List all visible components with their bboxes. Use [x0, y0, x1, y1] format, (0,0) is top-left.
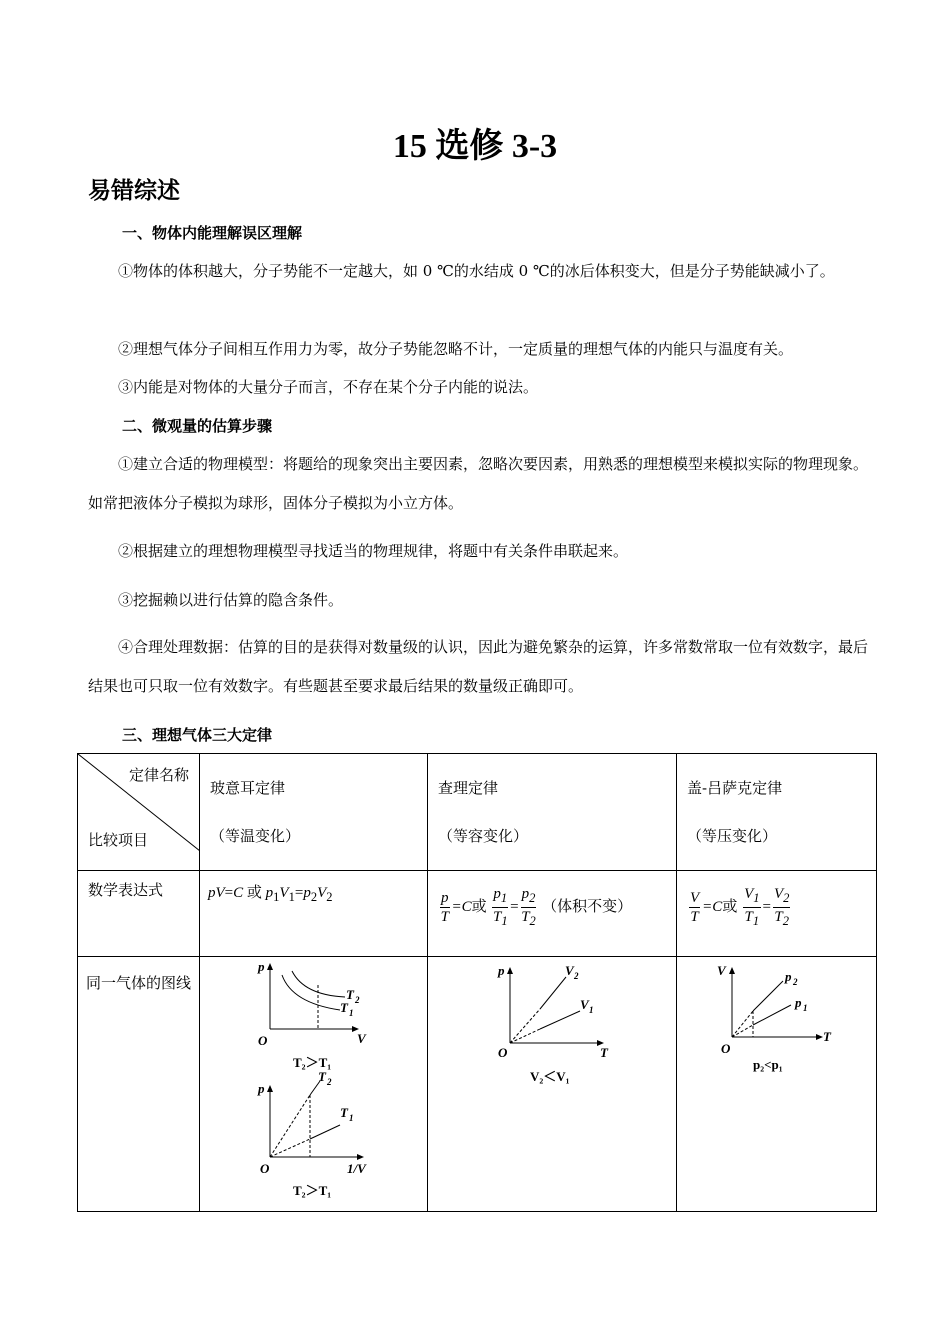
formula-boyle: pV=C 或 $p_1V_1=p_2V_2$ [200, 871, 428, 957]
boyle-graphs [200, 957, 427, 1207]
boyle-pv-graph [257, 959, 367, 1070]
svg-text:2: 2 [793, 977, 798, 987]
charles-graph [428, 957, 676, 1207]
svg-text:T: T [340, 1000, 348, 1015]
svg-text:T: T [346, 987, 354, 1002]
law-condition: （等容变化） [438, 827, 529, 845]
svg-text:2: 2 [355, 995, 360, 1005]
svg-text:V: V [565, 963, 574, 978]
heading-gas-laws: 三、理想气体三大定律 [122, 726, 273, 744]
svg-text:p: p [258, 959, 265, 974]
svg-text:T: T [318, 1069, 326, 1084]
svg-text:V₂＜V₁: V₂＜V₁ [530, 1069, 570, 1084]
svg-text:1: 1 [349, 1113, 354, 1123]
graphs-boyle [200, 957, 428, 1212]
paragraph-6: ③挖掘赖以进行估算的隐含条件。 [118, 591, 344, 609]
graphs-gay-lussac [677, 957, 877, 1212]
graphs-charles [428, 957, 677, 1212]
svg-text:1/V: 1/V [347, 1161, 366, 1176]
gas-laws-table [77, 753, 877, 1212]
svg-text:T: T [823, 1029, 831, 1044]
law-condition: （等温变化） [210, 827, 301, 845]
svg-text:V: V [357, 1031, 366, 1046]
svg-text:2: 2 [327, 1077, 332, 1087]
paragraph-1: ①物体的体积越大，分子势能不一定越大，如 0 ℃的水结成 0 ℃的冰后体积变大，但是分子势能缺减小了。 [118, 262, 835, 280]
svg-text:T₂＞T₁: T₂＞T₁ [293, 1183, 332, 1198]
paragraph-3: ③内能是对物体的大量分子而言，不存在某个分子内能的说法。 [118, 378, 539, 396]
row-label-formula: 数学表达式 [78, 871, 200, 957]
header-boyle [200, 754, 428, 871]
corner-bottom-label: 比较项目 [88, 831, 149, 849]
svg-text:2: 2 [574, 971, 579, 981]
header-charles [428, 754, 677, 871]
law-name: 玻意耳定律 [210, 779, 286, 797]
formula-charles: $\frac{p}{T}$ =C或 $\frac{p_1}{T_1}$ = $\frac{p_2}{T_2}$ （体积不变） [428, 871, 677, 957]
svg-text:p₂<p₁: p₂<p₁ [753, 1057, 783, 1072]
svg-text:p: p [258, 1081, 265, 1096]
svg-text:O: O [258, 1033, 268, 1048]
svg-text:V: V [717, 963, 726, 978]
heading-estimation: 二、微观量的估算步骤 [122, 417, 273, 435]
paragraph-4: ①建立合适的物理模型：将题给的现象突出主要因素，忽略次要因素，用熟悉的理想模型来模拟实际的物理现象。如常把液体分子模拟为球形，固体分子模拟为小立方体。 [88, 455, 869, 512]
law-condition: （等压变化） [687, 827, 778, 845]
paragraph-2: ②理想气体分子间相互作用力为零，故分子势能忽略不计，一定质量的理想气体的内能只与温度有关。 [118, 340, 794, 358]
paragraph-7: ④合理处理数据：估算的目的是获得对数量级的认识，因此为避免繁杂的运算，许多常数常取一位有效数字，最后结果也可只取一位有效数字。有些题甚至要求最后结果的数量级正确即可。 [88, 638, 869, 695]
svg-text:1: 1 [803, 1003, 808, 1013]
svg-text:T: T [600, 1045, 608, 1060]
gay-lussac-graph [677, 957, 876, 1207]
row-label-graph: 同一气体的图线 [78, 957, 200, 1212]
svg-text:T₂＞T₁: T₂＞T₁ [293, 1055, 332, 1070]
svg-text:p: p [785, 969, 792, 984]
svg-text:1: 1 [589, 1005, 594, 1015]
corner-top-label: 定律名称 [128, 766, 189, 784]
formula-gay-lussac: $\frac{V}{T}$ =C或 $\frac{V_1}{T_1}$ = $\frac{V_2}{T_2}$ [677, 871, 877, 957]
header-gay-lussac [677, 754, 877, 871]
paragraph-5: ②根据建立的理想物理模型寻找适当的物理规律，将题中有关条件串联起来。 [118, 542, 629, 560]
page-title: 15 选修 3-3 [392, 128, 558, 165]
svg-text:1: 1 [349, 1008, 354, 1018]
svg-text:O: O [260, 1161, 270, 1176]
heading-internal-energy: 一、物体内能理解误区理解 [122, 224, 303, 242]
svg-text:O: O [498, 1045, 508, 1060]
corner-cell [78, 754, 200, 871]
svg-text:O: O [721, 1041, 731, 1056]
svg-text:p: p [498, 963, 505, 978]
svg-text:V: V [580, 997, 589, 1012]
law-name: 查理定律 [438, 779, 499, 797]
svg-text:p: p [795, 995, 802, 1010]
svg-text:T: T [340, 1105, 348, 1120]
section-heading: 易错综述 [88, 178, 180, 204]
boyle-p-invv-graph [257, 1069, 367, 1198]
law-name: 盖-吕萨克定律 [687, 779, 783, 797]
